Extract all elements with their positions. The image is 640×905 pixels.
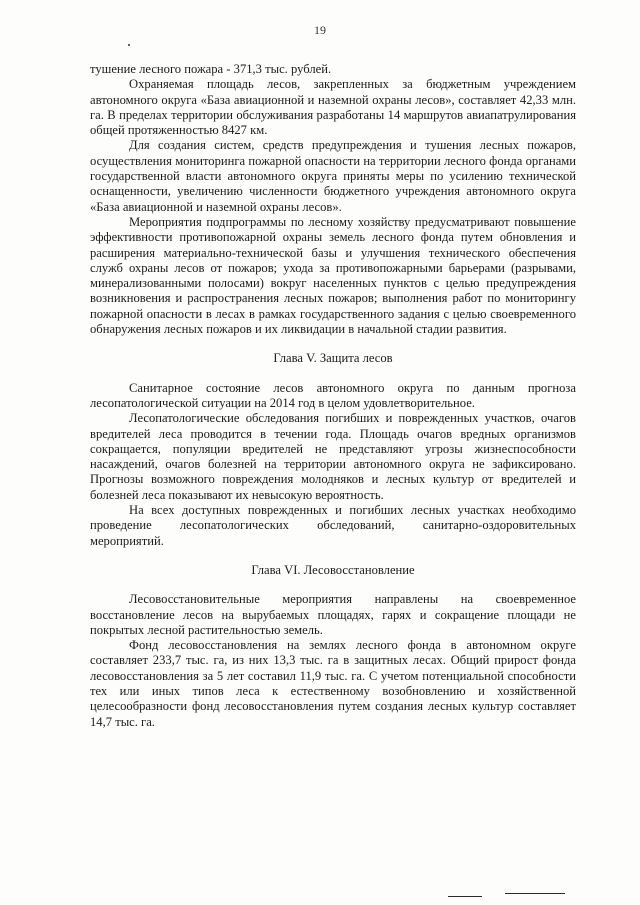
paragraph: Фонд лесовосстановления на землях лесного фонда в автономном округе составляет 233,7 тыс. га, из них 13,3 тыс. га в защитных лесах. Общий прирост фонда лесовосстановления за 5 лет составил 11,9 тыс. га. С учетом потенциальной способности тех или иных типов леса к естественному возобновлению и хозяйственной целесообразности фонд лесовосстановления путем создания лесных культур составляет 14,7 тыс. га. bbox=[90, 638, 576, 729]
paragraph: Мероприятия подпрограммы по лесному хозяйству предусматривают повышение эффективности противопожарной охраны земель лесного фонда путем обновления и расширения материально-технической базы и улучшения технического обеспечения служб охраны лесов от пожаров; ухода за противопожарными барьерами (разрывами, минерализованными полосами) вокруг населенных пунктов с целью предупреждения возникновения и распространения лесных пожаров; выполнения работ по мониторингу пожарной опасности в лесах в рамках государственного задания с целью своевременного обнаружения лесных пожаров и их ликвидации в начальной стадии развития. bbox=[90, 214, 576, 337]
chapter-heading-forest-protection: Глава V. Защита лесов bbox=[273, 351, 393, 366]
scan-line-mark bbox=[448, 896, 482, 897]
paragraph: Охраняемая площадь лесов, закрепленных за бюджетным учреждением автономного округа «База авиационной и наземной охраны лесов», составляет 42,33 млн. га. В пределах территории обслуживания разработаны 14 маршрутов авиапатрулирования общей протяженностью 8427 км. bbox=[90, 77, 576, 138]
document-body bbox=[90, 62, 576, 730]
paragraph: На всех доступных поврежденных и погибших лесных участках необходимо проведение лесопатологических обследований, санитарно-оздоровительных мероприятий. bbox=[90, 503, 576, 548]
paragraph: Лесопатологические обследования погибших и поврежденных участков, очагов вредителей леса проводится в течении года. Площадь очагов вредных организмов сокращается, популяции вредителей не представляют угрозы жизнеспособности насаждений, очагов болезней на территории автономного округа не зафиксировано. Прогнозы возможного повреждения молодняков и лесных культур от вредителей и болезней леса показывают их невысокую вероятность. bbox=[90, 411, 576, 502]
scan-line-mark bbox=[505, 893, 565, 894]
paragraph-continuation: тушение лесного пожара - 371,3 тыс. рублей. bbox=[90, 62, 332, 76]
paragraph: Лесовосстановительные мероприятия направлены на своевременное восстановление лесов на вырубаемых площадях, гарях и сокращение площади не покрытых лесной растительностью земель. bbox=[90, 592, 576, 637]
chapter-heading-reforestation: Глава VI. Лесовосстановление bbox=[251, 562, 415, 577]
page-number: 19 bbox=[314, 23, 326, 37]
paragraph: Санитарное состояние лесов автономного округа по данным прогноза лесопатологической ситуации на 2014 год в целом удовлетворительное. bbox=[90, 380, 576, 410]
paragraph: Для создания систем, средств предупреждения и тушения лесных пожаров, осуществления мониторинга пожарной опасности на территории лесного фонда органами государственной власти автономного округа приняты меры по усилению технической оснащенности, увеличению численности бюджетного учреждения автономного округа «База авиационной и наземной охраны лесов». bbox=[90, 138, 576, 214]
scan-dot-mark bbox=[128, 44, 130, 46]
